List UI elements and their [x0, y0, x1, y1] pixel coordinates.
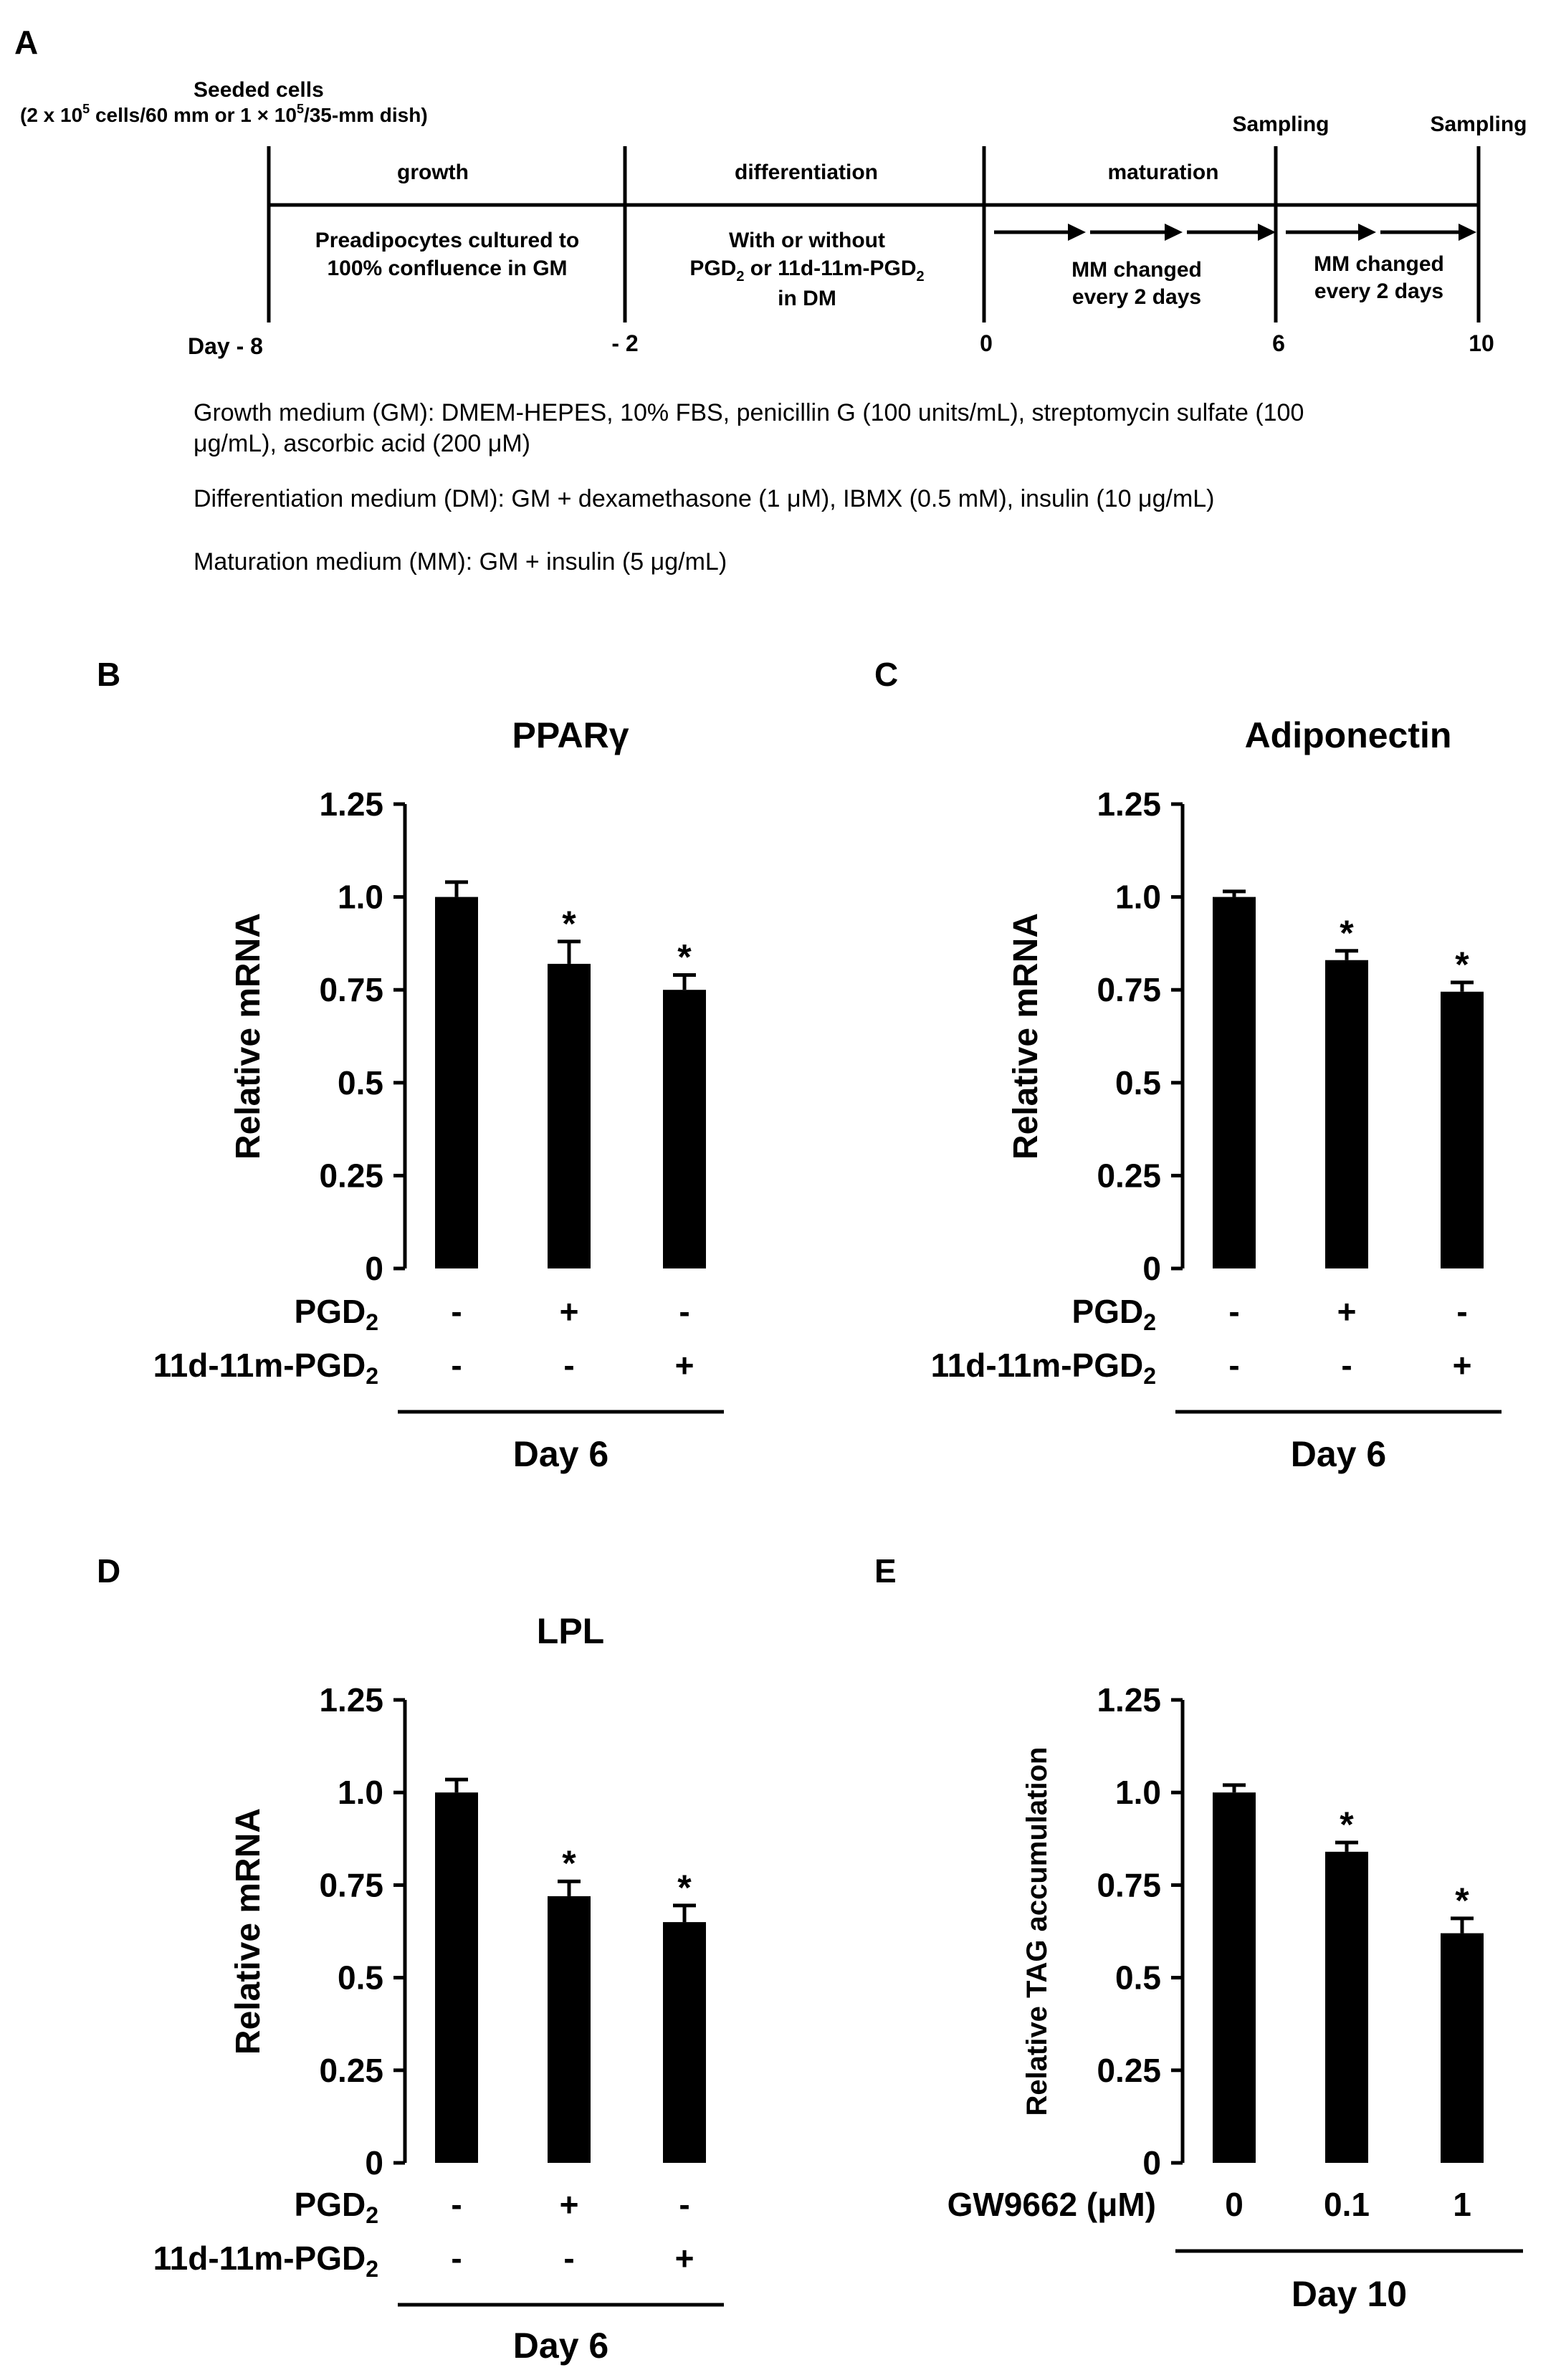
treatment-mark: -: [679, 1293, 690, 1330]
x-axis-label: Day 6: [512, 1434, 609, 1474]
treatment-mark: -: [563, 1347, 575, 1384]
mm-desc-2a: MM changed: [1314, 252, 1444, 276]
treatment-mark: +: [559, 2186, 579, 2223]
y-axis-label: Relative mRNA: [1007, 912, 1045, 1160]
treatment-row-label-main: PGD: [294, 1293, 366, 1330]
significance-mark-3: *: [1455, 944, 1469, 985]
chart-title: Adiponectin: [1244, 715, 1452, 755]
treatment-mark: -: [679, 2186, 690, 2223]
treatment-mark: -: [451, 1347, 462, 1384]
treatment-row-label: [153, 1347, 378, 1389]
panel-d-lpl-chart: [97, 1552, 724, 2366]
treatment-row-label-subscript: 2: [1143, 1309, 1156, 1335]
bar-3: [663, 990, 706, 1268]
significance-mark-3: *: [677, 1867, 692, 1908]
significance-mark-2: *: [1340, 1804, 1354, 1845]
treatment-mark: -: [1228, 1293, 1240, 1330]
y-tick-label: 0: [1142, 1250, 1161, 1287]
diff-desc-3: in DM: [778, 287, 836, 310]
day6-label: 6: [1272, 330, 1285, 356]
treatment-mark: -: [1228, 1347, 1240, 1384]
treatment-row-label-main: PGD: [294, 2186, 366, 2223]
treatment-row-label: [931, 1347, 1156, 1389]
y-tick-label: 0.75: [1097, 971, 1161, 1009]
mm-desc-2b: every 2 days: [1314, 279, 1444, 303]
treatment-row-label-subscript: 2: [366, 2256, 378, 2282]
treatment-row-label-main: PGD: [1071, 1293, 1144, 1330]
x-axis-label: Day 6: [512, 2326, 609, 2366]
y-tick-label: 0.25: [1097, 1157, 1161, 1195]
panel-c-adiponectin-chart: [874, 656, 1502, 1474]
panel-b-pparg-chart: [97, 656, 724, 1474]
seeded-cells-detail: (2 x $10^5$ cells/60 mm or $1 \times 10^5/35-mm$ dish): [20, 102, 428, 126]
y-tick-label: 0.5: [338, 1959, 383, 1997]
y-axis-label: Relative TAG accumulation: [1021, 1746, 1053, 2116]
treatment-mark: -: [451, 1293, 462, 1330]
y-tick-label: 0.5: [1115, 1959, 1161, 1997]
significance-mark-2: *: [562, 1843, 576, 1884]
y-tick-label: 1.0: [338, 1774, 383, 1812]
panel-c-label: C: [874, 656, 899, 693]
y-tick-label: 1.0: [1115, 878, 1161, 916]
treatment-mark: +: [1452, 1347, 1472, 1384]
bar-2: [548, 1896, 591, 2163]
treatment-row-label: [947, 2186, 1156, 2223]
treatment-mark: 0.1: [1324, 2186, 1370, 2223]
y-tick-label: 1.25: [1097, 785, 1161, 823]
y-tick-label: 0.25: [319, 2051, 383, 2089]
treatment-mark: -: [451, 2186, 462, 2223]
day-minus2-label: - 2: [611, 330, 639, 356]
treatment-row-label-subscript: 2: [366, 1309, 378, 1335]
chart-title: LPL: [536, 1611, 605, 1651]
sampling-label-day6: Sampling: [1232, 113, 1330, 136]
y-tick-label: 0: [365, 1250, 383, 1287]
y-tick-label: 0.75: [319, 971, 383, 1009]
y-tick-label: 0.25: [319, 1157, 383, 1195]
day0-label: 0: [980, 330, 993, 356]
bar-1: [1213, 1792, 1256, 2163]
treatment-mark: -: [563, 2240, 575, 2277]
bar-2: [1325, 1852, 1368, 2163]
treatment-mark: 0: [1225, 2186, 1243, 2223]
y-tick-label: 0: [1142, 2144, 1161, 2181]
bar-3: [663, 1922, 706, 2163]
panel-b-label: B: [97, 656, 121, 693]
sampling-label-day10: Sampling: [1430, 113, 1527, 136]
y-axis-label: Relative mRNA: [229, 912, 267, 1160]
treatment-mark: 1: [1453, 2186, 1471, 2223]
mm-desc-1b: every 2 days: [1071, 285, 1202, 309]
treatment-row-label: [153, 2240, 378, 2282]
treatment-row-label-subscript: 2: [1143, 1363, 1156, 1389]
y-tick-label: 1.0: [338, 878, 383, 916]
significance-mark-2: *: [1340, 912, 1354, 953]
y-tick-label: 0.75: [1097, 1866, 1161, 1904]
significance-mark-2: *: [562, 903, 576, 944]
treatment-mark: -: [1456, 1293, 1468, 1330]
y-tick-label: 1.25: [1097, 1681, 1161, 1719]
treatment-row-label-main: 11d-11m-PGD: [153, 2240, 366, 2277]
y-tick-label: 0.5: [1115, 1064, 1161, 1101]
diff-desc-1: With or without: [729, 229, 885, 252]
growth-desc-2: 100% confluence in GM: [327, 257, 568, 280]
significance-mark-3: *: [1455, 1880, 1469, 1921]
phase-differentiation: differentiation: [735, 161, 878, 184]
panel-a-label: A: [14, 24, 39, 61]
y-tick-label: 0.25: [1097, 2051, 1161, 2089]
treatment-row-label: [295, 2186, 378, 2228]
treatment-row-label-main: GW9662 (μM): [947, 2186, 1156, 2223]
phase-maturation: maturation: [1107, 161, 1219, 184]
y-tick-label: 1.0: [1115, 1774, 1161, 1812]
x-axis-label: Day 6: [1290, 1434, 1387, 1474]
growth-desc-1: Preadipocytes cultured to: [315, 229, 580, 252]
phase-growth: growth: [397, 161, 469, 184]
bar-3: [1441, 992, 1484, 1268]
y-axis-label: Relative mRNA: [229, 1807, 267, 2055]
panel-a-timeline: [14, 24, 1527, 575]
bar-2: [1325, 960, 1368, 1268]
significance-mark-3: *: [677, 937, 692, 978]
bar-1: [1213, 897, 1256, 1268]
panel-e-label: E: [874, 1552, 897, 1590]
treatment-row-label-main: 11d-11m-PGD: [153, 1347, 366, 1384]
y-tick-label: 0.75: [319, 1866, 383, 1904]
day10-label: 10: [1469, 330, 1494, 356]
treatment-mark: -: [1341, 1347, 1352, 1384]
panel-d-label: D: [97, 1552, 121, 1590]
diff-desc-2: $PGD_2$ or $11d-11m-PGD_2$: [689, 257, 925, 285]
day-minus8-label: Day - 8: [188, 333, 263, 359]
mm-desc-1a: MM changed: [1071, 258, 1202, 282]
treatment-row-label-main: 11d-11m-PGD: [930, 1347, 1144, 1384]
mm-arrows-day6-10: [1286, 224, 1476, 241]
seeded-cells-label: Seeded cells: [194, 78, 324, 102]
panel-e-tag-chart: [874, 1552, 1523, 2314]
treatment-row-label: [1072, 1293, 1156, 1335]
bar-1: [435, 1792, 478, 2163]
chart-title: PPARγ: [512, 715, 629, 755]
treatment-row-label: [295, 1293, 378, 1335]
y-tick-label: 0: [365, 2144, 383, 2181]
gm-definition-2: μg/mL), ascorbic acid (200 μM): [194, 430, 530, 457]
bar-2: [548, 964, 591, 1268]
gm-definition-1: Growth medium (GM): DMEM-HEPES, 10% FBS, penicillin G (100 units/mL), streptomycin sulfate (100: [194, 399, 1304, 426]
y-tick-label: 1.25: [319, 785, 383, 823]
mm-arrows-day0-6: [994, 224, 1276, 241]
treatment-row-label-subscript: 2: [366, 1363, 378, 1389]
bar-1: [435, 897, 478, 1268]
treatment-row-label-subscript: 2: [366, 2202, 378, 2228]
mm-definition: Maturation medium (MM): GM + insulin (5 μg/mL): [194, 548, 727, 575]
treatment-mark: -: [451, 2240, 462, 2277]
x-axis-label: Day 10: [1291, 2274, 1408, 2314]
bar-3: [1441, 1934, 1484, 2163]
dm-definition: Differentiation medium (DM): GM + dexamethasone (1 μM), IBMX (0.5 mM), insulin (10 μg/mL): [194, 485, 1215, 512]
y-tick-label: 1.25: [319, 1681, 383, 1719]
treatment-mark: +: [559, 1293, 579, 1330]
treatment-mark: +: [1337, 1293, 1357, 1330]
treatment-mark: +: [674, 1347, 694, 1384]
y-tick-label: 0.5: [338, 1064, 383, 1101]
treatment-mark: +: [674, 2240, 694, 2277]
